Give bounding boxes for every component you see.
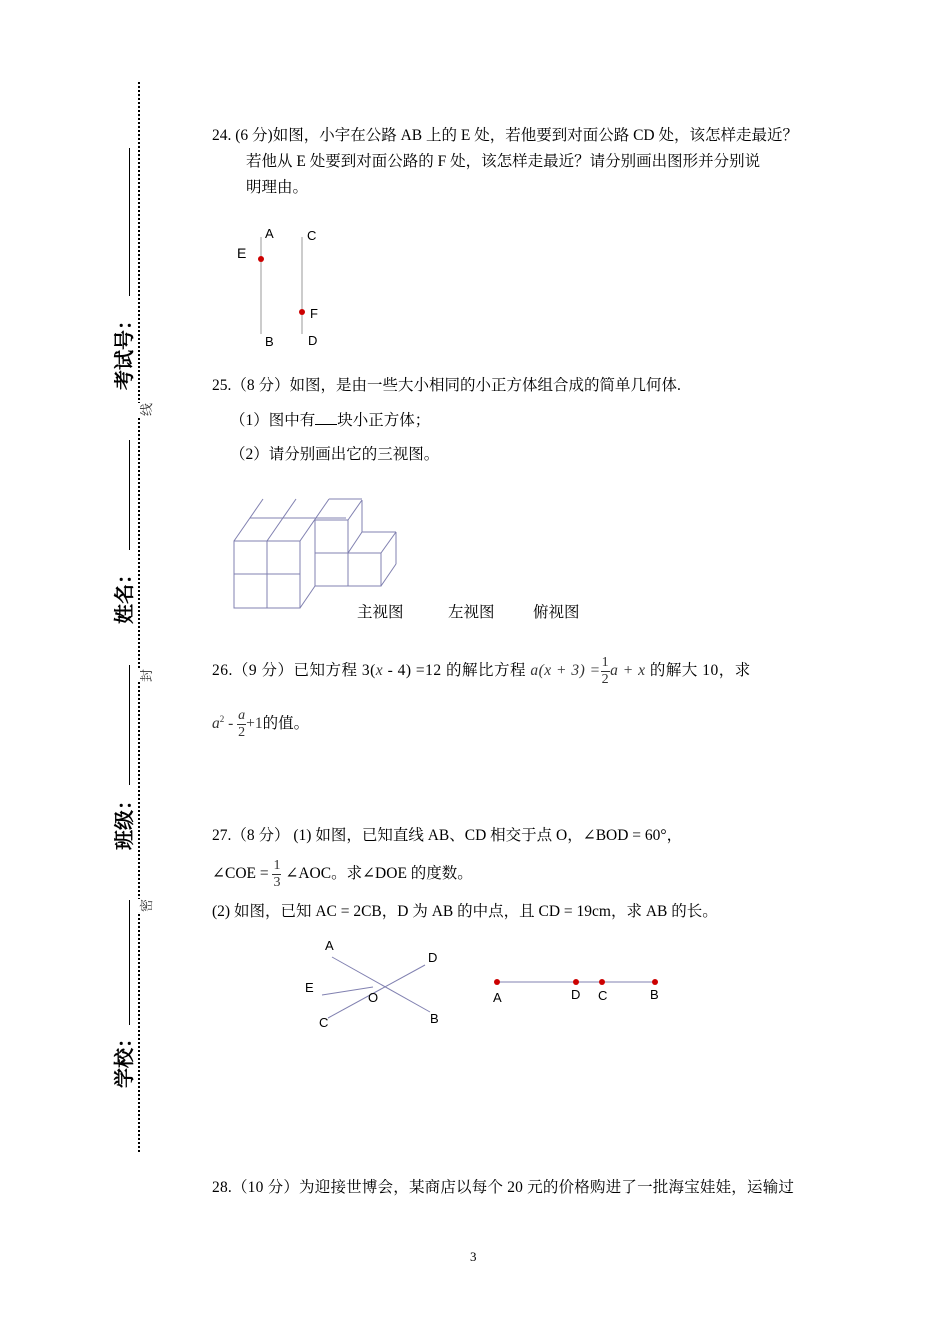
q26-x: x (375, 662, 384, 680)
q27-fraction-third: $\frac{1}{3}$ (273, 858, 281, 890)
label-school: 学校： (112, 1028, 136, 1088)
q28-line1: 28.（10 分）为迎接世博会，某商店以每个 20 元的价格购进了一批海宝娃娃，运输过 (212, 1179, 795, 1196)
q24-line3: 明理由。 (246, 179, 309, 196)
q24-label-f: F (310, 306, 318, 321)
char-secret: 密 (136, 899, 155, 912)
q25-answer-blank[interactable] (315, 410, 337, 425)
q26-post: 的解大 10，求 (645, 662, 751, 680)
q26-eq2-a: a (530, 662, 539, 680)
q27-fig1-label-c: C (319, 1015, 329, 1030)
q24-road-figure (225, 222, 335, 354)
q26-expr-sup: 2 (219, 714, 225, 724)
point-b (652, 979, 658, 985)
q25-view-top: 俯视图 (533, 604, 580, 621)
q27-line2-post: ∠AOC。求∠DOE 的度数。 (285, 865, 473, 883)
q26-eq2-paren: (x + 3) = (538, 662, 601, 680)
q26-line1 (212, 655, 751, 688)
q25-view-left: 左视图 (448, 604, 495, 621)
q27-fig1-label-o: O (368, 990, 379, 1005)
q26-eq2-tail: a + x (610, 662, 646, 680)
q25-sub1-post: 块小正方体； (337, 412, 431, 429)
q24-label-d: D (308, 333, 318, 348)
binding-dotted-line (138, 82, 140, 1152)
q26-pre: 26.（9 分）已知方程 3( (212, 662, 376, 680)
q24-label-c: C (307, 228, 317, 243)
q27-fig1-label-b: B (430, 1011, 439, 1026)
q24-label-b: B (265, 334, 274, 349)
q26-expr-a: a (212, 715, 220, 733)
q27-fig1-label-d: D (428, 950, 438, 965)
underline-exam-no (129, 148, 131, 296)
underline-school (129, 900, 131, 1025)
q26-fraction-a-over-2: $\frac{a}{2}$ (238, 708, 246, 741)
label-name: 姓名： (112, 564, 136, 624)
q26-expr-post: 的值。 (262, 715, 310, 733)
q25-sub1-pre: （1）图中有 (230, 412, 316, 429)
label-class: 班级： (112, 790, 136, 850)
point-c (599, 979, 605, 985)
q27-line2-pre: ∠COE = (212, 865, 269, 883)
q27-line3: (2) 如图，已知 AC = 2CB，D 为 AB 的中点，且 CD = 19cm，求 AB 的长。 (212, 903, 718, 920)
page-number: 3 (470, 1249, 477, 1264)
point-a (494, 979, 500, 985)
q26-mid1: - 4) =12 的解比方程 (383, 662, 531, 680)
char-line: 线 (136, 403, 155, 416)
q24-line1: 24. (6 分)如图，小宇在公路 AB 上的 E 处，若他要到对面公路 CD 处，该怎样走最近？ (212, 127, 798, 144)
point-e (258, 256, 264, 262)
q26-line2 (212, 706, 309, 741)
q27-line2 (212, 858, 473, 891)
q27-fig2-label-b: B (650, 987, 659, 1002)
q25-line1: 25.（8 分）如图，是由一些大小相同的小正方体组合成的简单几何体. (212, 377, 681, 394)
q25-view-front: 主视图 (357, 604, 404, 621)
char-seal: 封 (136, 669, 155, 682)
q24-line2: 若他从 E 处要到对面公路的 F 处，该怎样走最近？请分别画出图形并分别说 (246, 153, 761, 170)
point-d (573, 979, 579, 985)
q27-fig1-label-a: A (325, 938, 334, 953)
point-f (299, 309, 305, 315)
q25-cubes-figure (230, 494, 410, 612)
line-ab (332, 957, 430, 1012)
q24-label-a: A (265, 226, 274, 241)
q27-fig2-label-d: D (571, 987, 581, 1002)
q27-line1: 27.（8 分） (1) 如图，已知直线 AB、CD 相交于点 O，∠BOD = 60°， (212, 827, 683, 844)
ray-oe (322, 987, 373, 995)
q27-fig2-label-c: C (598, 988, 608, 1003)
q27-fig2-label-a: A (493, 990, 502, 1005)
q24-label-e: E (237, 245, 247, 261)
q27-fig1-label-e: E (305, 980, 314, 995)
q26-fraction-half: $\frac{1}{2}$ (601, 655, 610, 687)
q25-sub1 (230, 408, 430, 434)
underline-name (129, 440, 131, 550)
label-exam-no: 考试号： (112, 310, 136, 390)
q26-expr-minus: - (224, 715, 238, 733)
underline-class (129, 665, 131, 785)
q26-expr-plus: +1 (246, 715, 263, 733)
q25-sub2: （2）请分别画出它的三视图。 (230, 446, 440, 463)
